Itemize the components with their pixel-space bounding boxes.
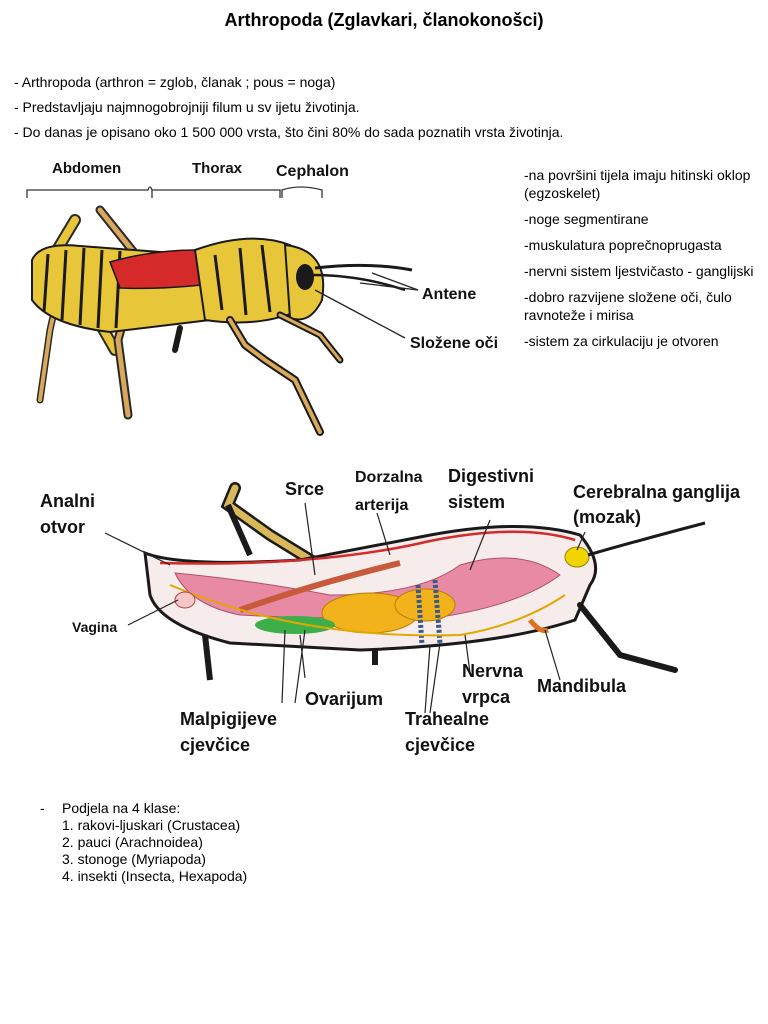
class-item: 1. rakovi-ljuskari (Crustacea) (62, 817, 241, 833)
class-item: 4. insekti (Insecta, Hexapoda) (62, 868, 248, 884)
cerebral-ganglia-label-line-1: Cerebralna ganglija (573, 482, 741, 502)
anus-label-line-1: Analni (40, 491, 96, 511)
fact-item: -noge segmentirane (524, 211, 649, 227)
grasshopper-internal-figure (0, 455, 768, 775)
classes-section (40, 800, 247, 885)
tracheal-label-line-1: Trahealne (405, 709, 490, 729)
characteristics-list (524, 166, 764, 358)
malpighian-label-line-1: Malpigijeve (180, 709, 278, 729)
class-item: 2. pauci (Arachnoidea) (62, 834, 203, 850)
fact-item: -na površini tijela imaju hitinski oklop (egzoskelet) (524, 167, 751, 201)
compound-eyes-label: Složene oči (410, 335, 499, 352)
classes-heading: Podjela na 4 klase: (62, 800, 181, 816)
intro-line: - Do danas je opisano oko 1 500 000 vrsta, što čini 80% do sada poznatih vrsta životinja. (14, 124, 564, 140)
cerebral-ganglia-label-line-2: (mozak) (573, 507, 642, 527)
intro-line: - Predstavljaju najmnogobrojniji filum u sv ijetu životinja. (14, 99, 360, 115)
malpighian-label-line-2: cjevčice (180, 735, 251, 755)
fact-item: -muskulatura poprečnoprugasta (524, 237, 722, 253)
thorax-label: Thorax (192, 160, 243, 177)
class-item: 3. stonoge (Myriapoda) (62, 851, 206, 867)
dorsal-artery-label-line-2: arterija (355, 497, 409, 514)
vagina-label: Vagina (72, 619, 118, 635)
nerve-cord-label-line-1: Nervna (462, 661, 524, 681)
fact-item: -dobro razvijene složene oči, čulo ravnoteže i mirisa (524, 289, 732, 323)
cephalon-label: Cephalon (276, 163, 349, 180)
fact-item: -nervni sistem ljestvičasto - ganglijski (524, 263, 754, 279)
digestive-label-line-2: sistem (448, 492, 506, 512)
mandible-label: Mandibula (537, 676, 626, 696)
ovary-label: Ovarijum (305, 689, 384, 709)
intro-list (14, 70, 563, 145)
digestive-label-line-1: Digestivni (448, 466, 535, 486)
dorsal-artery-label-line-1: Dorzalna (355, 469, 423, 486)
antennae-label: Antene (422, 286, 477, 303)
anus-label-line-2: otvor (40, 517, 85, 537)
abdomen-label: Abdomen (52, 160, 122, 177)
fact-item: -sistem za cirkulaciju je otvoren (524, 333, 719, 349)
page-title: Arthropoda (Zglavkari, članokonošci) (224, 10, 544, 30)
intro-line: - Arthropoda (arthron = zglob, članak ; pous = noga) (14, 74, 336, 90)
heart-label: Srce (285, 479, 325, 499)
tracheal-label-line-2: cjevčice (405, 735, 476, 755)
segment-braces (27, 187, 322, 198)
nerve-cord-label-line-2: vrpca (462, 687, 511, 707)
grasshopper-external-drawing (32, 210, 412, 432)
list-dash: - (40, 800, 45, 816)
